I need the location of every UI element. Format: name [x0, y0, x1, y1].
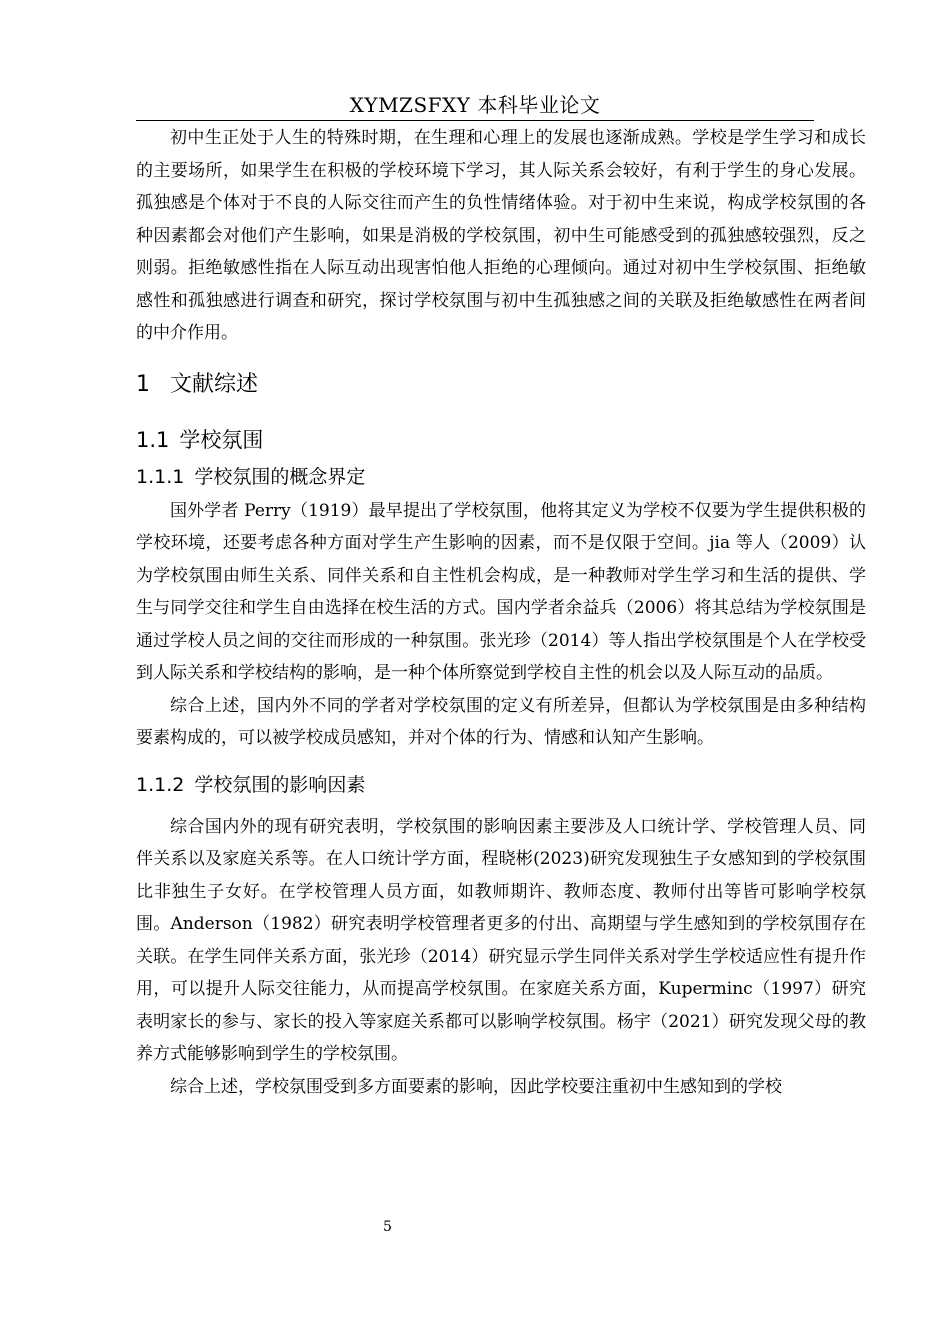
heading-number: 1.1.1 — [136, 465, 185, 488]
heading-number: 1.1 — [136, 427, 170, 452]
factors-paragraph-1: 综合国内外的现有研究表明，学校氛围的影响因素主要涉及人口统计学、学校管理人员、同伴关系以及家庭关系等。在人口统计学方面，程晓彬(2023)研究发现独生子女感知到的学校氛围比非独生子女好。在学校管理人员方面，如教师期许、教师态度、教师付出等皆可影响学校氛围。Anderson（1982）研究表明学校管理者更多的付出、高期望与学生感知到的学校氛围存在关联。在学生同伴关系方面，张光珍（2014）研究显示学生同伴关系对学生学校适应性有提升作用，可以提升人际交往能力，从而提高学校氛围。在家庭关系方面，Kuperminc（1997）研究表明家长的参与、家长的投入等家庭关系都可以影响学校氛围。杨宇（2021）研究发现父母的教养方式能够影响到学生的学校氛围。 — [136, 816, 866, 1064]
running-header: XYMZSFXY 本科毕业论文 — [349, 93, 601, 117]
page-number: 5 — [383, 1219, 392, 1235]
heading-title: 学校氛围的影响因素 — [194, 773, 366, 796]
heading-title: 文献综述 — [170, 371, 259, 397]
heading-number: 1.1.2 — [136, 773, 185, 796]
header-rule — [136, 120, 814, 121]
heading-influencing-factors — [136, 767, 866, 803]
document-body — [136, 122, 866, 1103]
concept-paragraph-1: 国外学者 Perry（1919）最早提出了学校氛围，他将其定义为学校不仅要为学生提供积极的学校环境，还要考虑各种方面对学生产生影响的因素，而不是仅限于空间。jia 等人（2009）认为学校氛围由师生关系、同伴关系和自主性机会构成，是一种教师对学生学习和生活的提供、学生与同学交往和学生自由选择在校生活的方式。国内学者余益兵（2006）将其总结为学校氛围是通过学校人员之间的交往而形成的一种氛围。张光珍（2014）等人指出学校氛围是个人在学校受到人际关系和学校结构的影响，是一种个体所察觉到学校自主性的机会以及人际互动的品质。 — [136, 500, 866, 683]
factors-paragraph-2: 综合上述，学校氛围受到多方面要素的影响，因此学校要注重初中生感知到的学校 — [170, 1076, 782, 1097]
heading-number: 1 — [136, 371, 150, 397]
heading-concept-definition — [136, 459, 866, 495]
heading-title: 学校氛围的概念界定 — [194, 465, 366, 488]
intro-paragraph: 初中生正处于人生的特殊时期，在生理和心理上的发展也逐渐成熟。学校是学生学习和成长的主要场所，如果学生在积极的学校环境下学习，其人际关系会较好，有利于学生的身心发展。孤独感是个体对于不良的人际交往而产生的负性情绪体验。对于初中生来说，构成学校氛围的各种因素都会对他们产生影响，如果是消极的学校氛围，初中生可能感受到的孤独感较强烈，反之则弱。拒绝敏感性指在人际互动出现害怕他人拒绝的心理倾向。通过对初中生学校氛围、拒绝敏感性和孤独感进行调查和研究，探讨学校氛围与初中生孤独感之间的关联及拒绝敏感性在两者间的中介作用。 — [136, 128, 866, 343]
heading-literature-review — [136, 365, 866, 405]
concept-paragraph-2: 综合上述，国内外不同的学者对学校氛围的定义有所差异，但都认为学校氛围是由多种结构要素构成的，可以被学校成员感知，并对个体的行为、情感和认知产生影响。 — [136, 695, 866, 748]
heading-title: 学校氛围 — [179, 427, 264, 452]
heading-school-climate — [136, 421, 866, 459]
